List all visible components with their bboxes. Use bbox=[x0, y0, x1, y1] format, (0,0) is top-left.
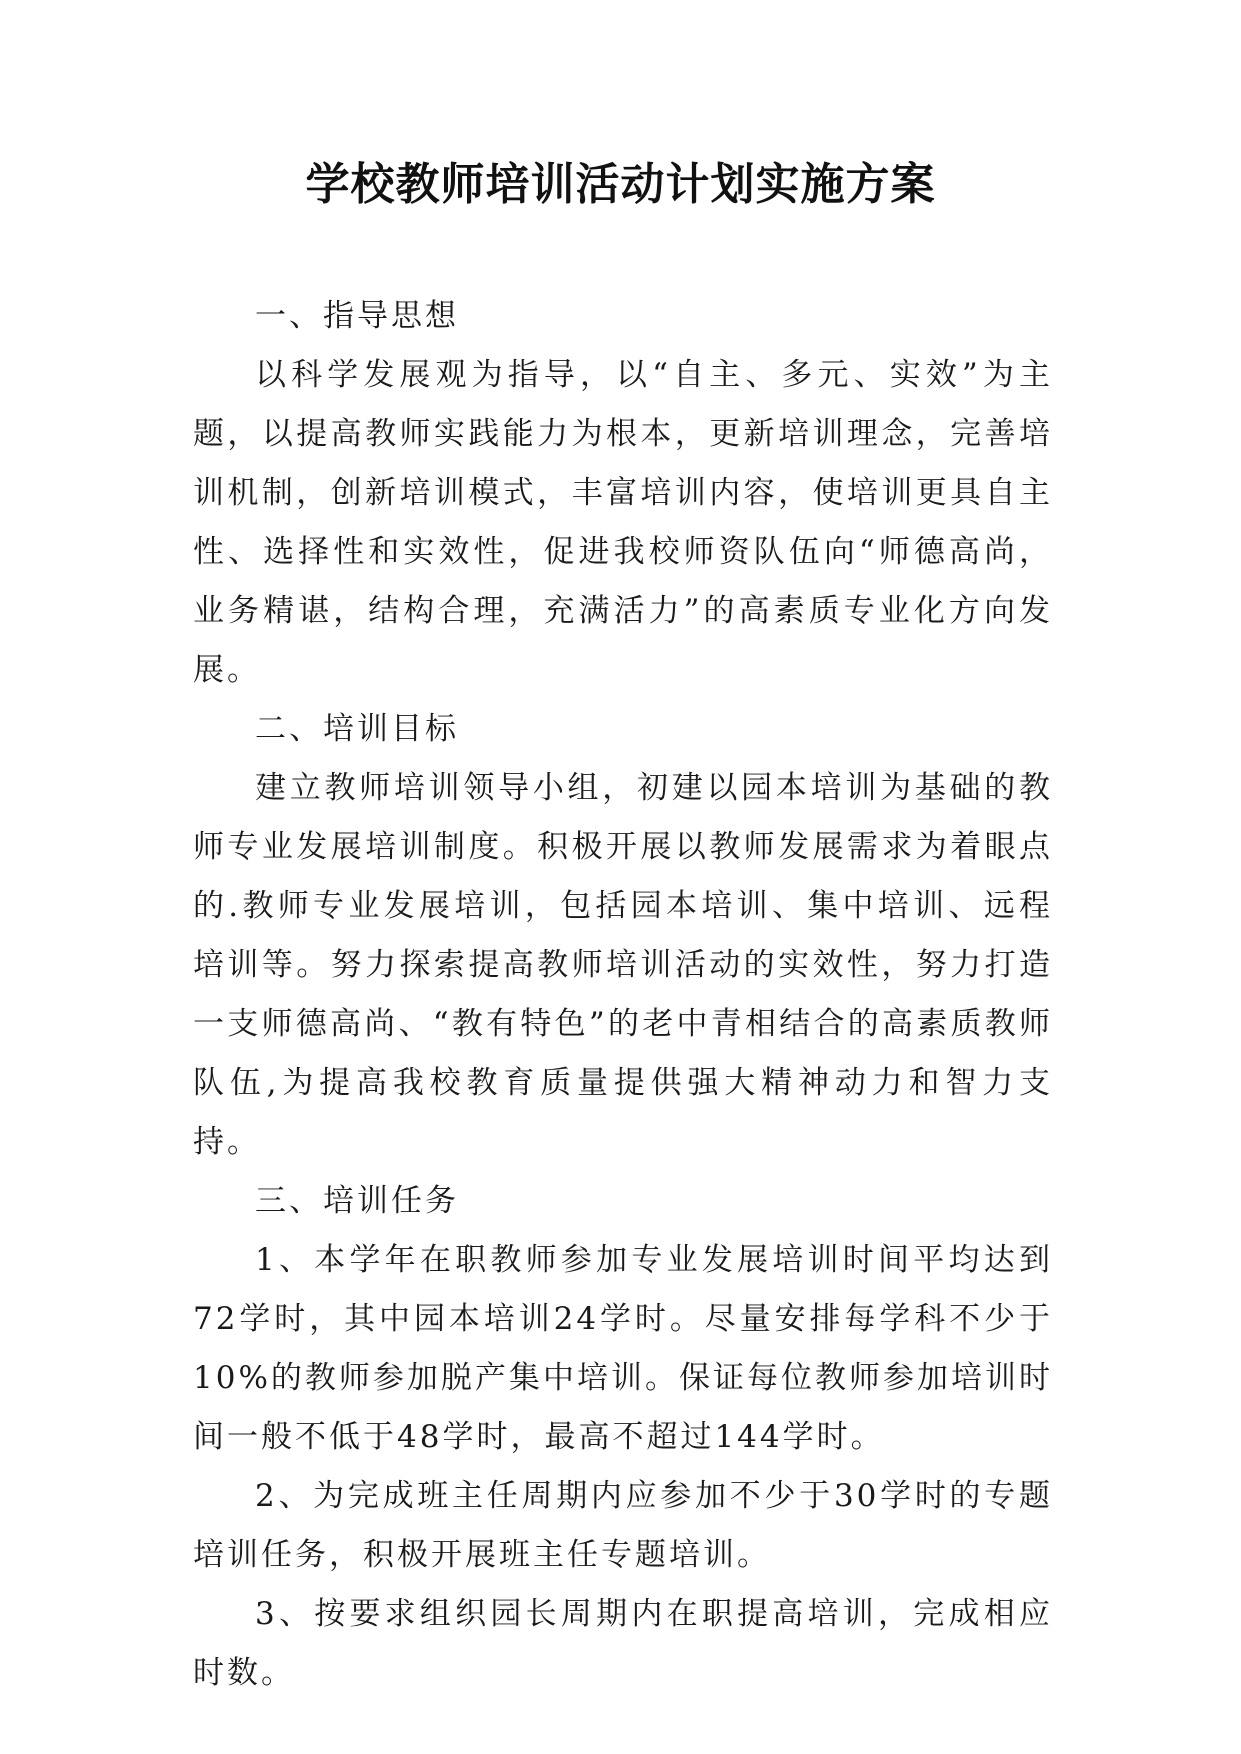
document-title: 学校教师培训活动计划实施方案 bbox=[305, 159, 936, 210]
document-body bbox=[193, 287, 1053, 1703]
paragraph: 1、本学年在职教师参加专业发展培训时间平均达到72学时，其中园本培训24学时。尽量安排每学科不少于10%的教师参加脱产集中培训。保证每位教师参加培训时间一般不低于48学时，最高不超过144学时。 bbox=[193, 1242, 1053, 1455]
section-heading: 二、培训目标 bbox=[255, 711, 459, 747]
section-heading: 三、培训任务 bbox=[255, 1183, 459, 1219]
paragraph: 以科学发展观为指导，以“自主、多元、实效”为主题，以提高教师实践能力为根本，更新培训理念，完善培训机制，创新培训模式，丰富培训内容，使培训更具自主性、选择性和实效性，促进我校师资队伍向“师德高尚，业务精谌，结构合理，充满活力”的高素质专业化方向发展。 bbox=[193, 357, 1053, 688]
paragraph: 建立教师培训领导小组，初建以园本培训为基础的教师专业发展培训制度。积极开展以教师发展需求为着眼点的.教师专业发展培训，包括园本培训、集中培训、远程培训等。努力探索提高教师培训活动的实效性，努力打造一支师德高尚、“教有特色”的老中青相结合的高素质教师队伍,为提高我校教育质量提供强大精神动力和智力支持。 bbox=[193, 770, 1053, 1160]
paragraph: 2、为完成班主任周期内应参加不少于30学时的专题培训任务，积极开展班主任专题培训。 bbox=[193, 1478, 1053, 1573]
section-heading: 一、指导思想 bbox=[255, 298, 459, 334]
paragraph: 3、按要求组织园长周期内在职提高培训，完成相应时数。 bbox=[193, 1596, 1053, 1691]
